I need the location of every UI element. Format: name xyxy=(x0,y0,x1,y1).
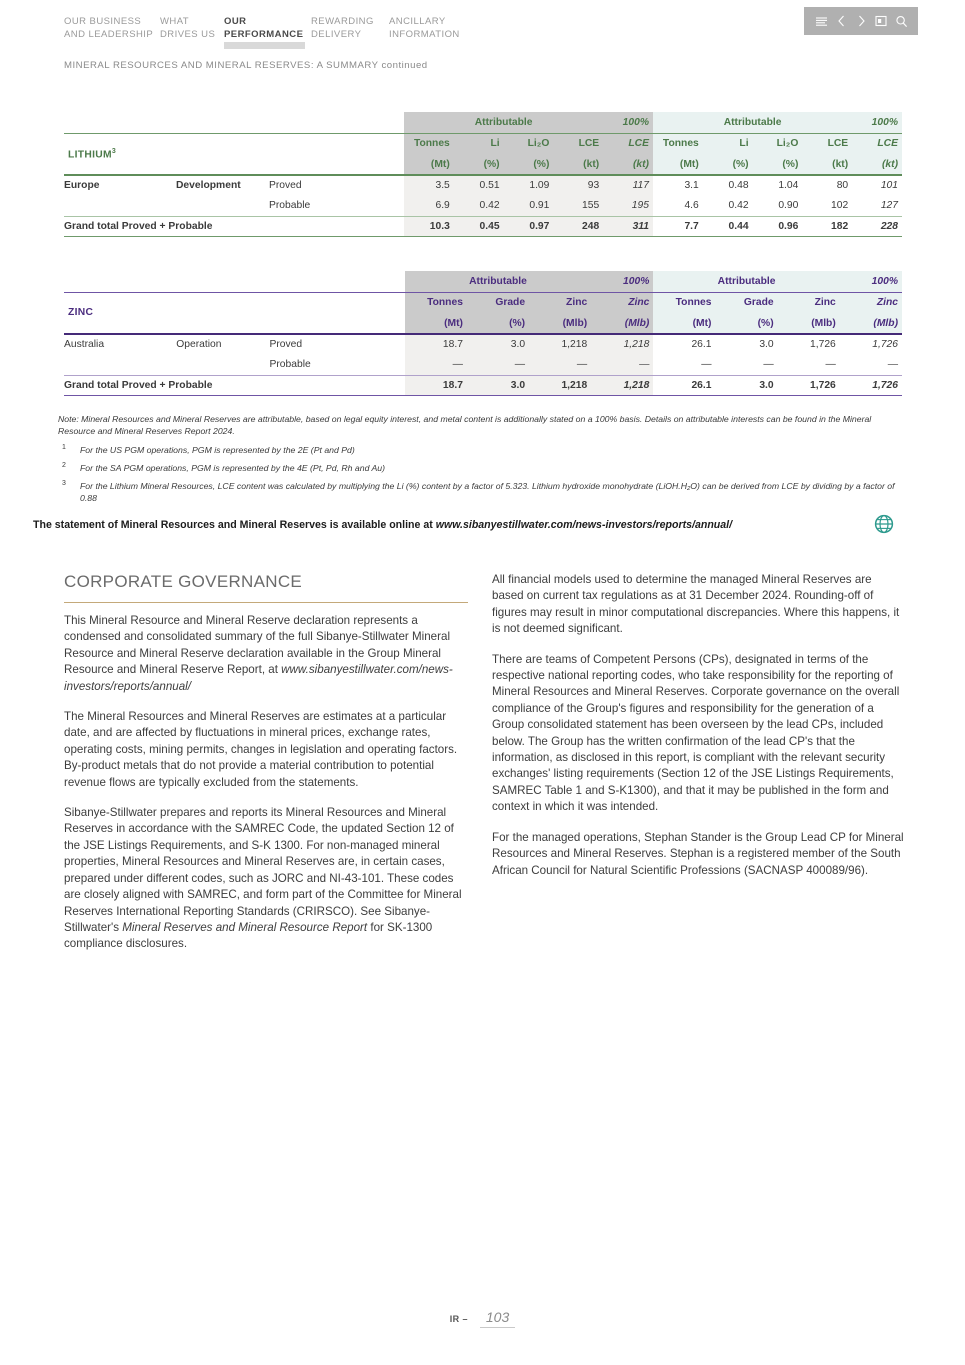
lithium-total-attr-2: 0.97 xyxy=(504,216,554,237)
lithium-col-li2o: Li₂O xyxy=(504,133,554,154)
lithium-total-attr-3: 248 xyxy=(553,216,603,237)
zinc-col-grade: Grade xyxy=(467,292,529,313)
next-page-icon[interactable] xyxy=(853,13,870,30)
page-footer xyxy=(0,1309,965,1328)
zinc-row1-attr-2: — xyxy=(529,355,591,376)
zinc-row1-region xyxy=(64,355,176,376)
zinc-row0-attr-0: 18.7 xyxy=(405,334,467,355)
lithium-attributable-group-label: Attributable xyxy=(404,112,603,133)
lithium-column-header-row xyxy=(64,133,902,154)
zinc-total-hund-0: 26.1 xyxy=(653,375,715,396)
viewer-toolbar xyxy=(804,7,918,35)
lithium-total-attr-0: 10.3 xyxy=(404,216,454,237)
zinc-row0-hund-2: 1,726 xyxy=(778,334,840,355)
lithium-col-lce-b: LCE xyxy=(802,133,852,154)
paragraph-italic-url: www.sibanyestillwater.com/news-investors/reports/annual/ xyxy=(64,663,453,693)
nav-item-ancillary-information[interactable] xyxy=(389,16,479,47)
menu-icon[interactable] xyxy=(813,13,830,30)
zinc-row1-attr-3: — xyxy=(591,355,653,376)
footnote-1-marker: 1 xyxy=(62,444,66,451)
zinc-row1-hund-3: — xyxy=(840,355,902,376)
footnote-1 xyxy=(58,444,913,456)
lithium-row1-hund-4: 127 xyxy=(852,196,902,217)
paragraph: The Mineral Resources and Mineral Reserves are estimates at a particular date, and are affected by fluctuations in mineral prices, exchange rates, operating costs, mining permits, changes in legislation and operating factors. By-product metals that do not provide a material contribution to potential revenue flows are typically excluded from the statements. xyxy=(64,710,458,789)
statement-url-link[interactable]: www.sibanyestillwater.com/news-investors/reports/annual/ xyxy=(435,519,733,531)
lithium-row0-hund-4: 101 xyxy=(852,175,902,196)
lithium-unit-mt-100: (Mt) xyxy=(653,154,703,175)
zinc-section-text: ZINC xyxy=(68,307,94,319)
lithium-row1-attr-0: 6.9 xyxy=(404,196,454,217)
zinc-attributable-group-label: Attributable xyxy=(405,271,591,292)
zinc-unit-mt-100: (Mt) xyxy=(653,313,715,334)
lithium-row1-attr-2: 0.91 xyxy=(504,196,554,217)
lithium-unit-kt-100b: (kt) xyxy=(852,154,902,175)
lithium-row1-hund-0: 4.6 xyxy=(653,196,703,217)
zinc-col-zinc-b: Zinc xyxy=(778,292,840,313)
nav-item-our-performance[interactable] xyxy=(224,16,311,47)
lithium-col-tonnes-100: Tonnes xyxy=(653,133,703,154)
zinc-unit-mlb-b: (Mlb) xyxy=(778,313,840,334)
table-note: Note: Mineral Resources and Mineral Reserves are attributable, based on legal equity interest, and metal content is additionally stated on a 100% basis. Details on attributable interests can be found in the Mineral Resource and Mineral Reserves Report 2024. xyxy=(58,414,872,437)
zinc-col-grade-100: Grade xyxy=(716,292,778,313)
footnote-3 xyxy=(58,480,913,505)
nav-item-label-line2: INFORMATION xyxy=(389,28,460,40)
title-divider xyxy=(64,602,468,603)
lithium-total-label: Grand total Proved + Probable xyxy=(64,216,404,237)
lithium-row0-hund-3: 80 xyxy=(802,175,852,196)
lithium-col-tonnes: Tonnes xyxy=(404,133,454,154)
zinc-row0-attr-1: 3.0 xyxy=(467,334,529,355)
lithium-row1-hund-1: 0.42 xyxy=(703,196,753,217)
zinc-unit-mt: (Mt) xyxy=(405,313,467,334)
zinc-section-label xyxy=(64,292,176,334)
lithium-row0-attr-2: 1.09 xyxy=(504,175,554,196)
footnote-2-text: For the SA PGM operations, PGM is represented by the 4E (Pt, Pd, Rh and Au) xyxy=(80,463,386,473)
footer-label: IR – xyxy=(449,1314,468,1324)
nav-item-label-line2: DRIVES US xyxy=(160,28,216,40)
lithium-row1-attr-3: 155 xyxy=(553,196,603,217)
zinc-total-label: Grand total Proved + Probable xyxy=(64,375,405,396)
table-row xyxy=(64,196,902,217)
page-subtitle: MINERAL RESOURCES AND MINERAL RESERVES: A SUMMARY continued xyxy=(64,60,428,71)
governance-left-column xyxy=(64,613,470,967)
footnote-2-marker: 2 xyxy=(62,462,66,469)
lithium-total-hund-4: 228 xyxy=(852,216,902,237)
zinc-row1-attr-0: — xyxy=(405,355,467,376)
nav-item-label-line1: OUR BUSINESS xyxy=(64,16,142,27)
lithium-row0-attr-4: 117 xyxy=(603,175,653,196)
table-row xyxy=(64,334,902,355)
zinc-row0-type: Operation xyxy=(176,334,269,355)
paragraph xyxy=(64,805,470,953)
lithium-row0-type: Development xyxy=(176,175,269,196)
zinc-row1-hund-2: — xyxy=(778,355,840,376)
paragraph-italic-title: Mineral Reserves and Mineral Resource Report xyxy=(122,920,368,934)
lithium-attributable-group-label-2: Attributable xyxy=(653,112,852,133)
nav-item-label-line2: PERFORMANCE xyxy=(224,28,304,40)
nav-item-rewarding-delivery[interactable] xyxy=(311,16,389,47)
lithium-col-li: Li xyxy=(454,133,504,154)
zinc-attributable-group-label-2: Attributable xyxy=(653,271,839,292)
lithium-row1-category: Probable xyxy=(269,200,311,211)
zinc-row0-category: Proved xyxy=(269,334,404,355)
zinc-total-hund-3: 1,726 xyxy=(840,375,902,396)
statement-lead-text: The statement of Mineral Resources and Mineral Reserves is available online at xyxy=(33,519,436,531)
nav-item-what-drives-us[interactable] xyxy=(160,16,224,47)
zinc-bottom-rule-row xyxy=(64,396,902,398)
zinc-row1-hund-0: — xyxy=(653,355,715,376)
footnote-2 xyxy=(58,462,913,474)
zinc-unit-pct: (%) xyxy=(467,313,529,334)
zinc-col-zinc: Zinc xyxy=(529,292,591,313)
zinc-col-tonnes-100: Tonnes xyxy=(653,292,715,313)
prev-page-icon[interactable] xyxy=(833,13,850,30)
nav-item-label-line2: AND LEADERSHIP xyxy=(64,28,154,40)
nav-item-label-line1: ANCILLARY xyxy=(389,16,446,27)
zinc-column-header-row xyxy=(64,292,902,313)
page-number: 103 xyxy=(480,1309,515,1328)
lithium-col-li-100: Li xyxy=(703,133,753,154)
lithium-row1-type xyxy=(176,196,269,217)
zinc-row1-hund-1: — xyxy=(716,355,778,376)
lithium-row0-attr-3: 93 xyxy=(553,175,603,196)
lithium-row1-attr-1: 0.42 xyxy=(454,196,504,217)
lithium-total-hund-3: 182 xyxy=(802,216,852,237)
zinc-row0-hund-0: 26.1 xyxy=(653,334,715,355)
zinc-row0-hund-1: 3.0 xyxy=(716,334,778,355)
lithium-total-hund-2: 0.96 xyxy=(753,216,803,237)
nav-item-label-line1: OUR xyxy=(224,16,247,27)
paragraph: All financial models used to determine the managed Mineral Reserves are based on current tax regulations as at 31 December 2024. Rounding-off of figures may result in minor computational discrepancies. Where this happens, it is not deemed significant. xyxy=(492,573,900,636)
lithium-hundred-group-label: 100% xyxy=(603,112,653,133)
lithium-section-label xyxy=(64,133,176,175)
lithium-section-superscript: 3 xyxy=(111,147,117,155)
zinc-hundred-group-label-2: 100% xyxy=(840,271,902,292)
lithium-hundred-group-label-2: 100% xyxy=(852,112,902,133)
page-view-icon[interactable] xyxy=(873,13,890,30)
lithium-row1-region xyxy=(64,196,176,217)
lithium-bottom-rule-row xyxy=(64,237,902,239)
lithium-section-text: LITHIUM xyxy=(68,148,112,160)
paragraph xyxy=(64,613,470,695)
zinc-unit-pct-100: (%) xyxy=(716,313,778,334)
nav-item-label-line1: WHAT xyxy=(160,16,190,27)
lithium-row0-attr-1: 0.51 xyxy=(454,175,504,196)
footnote-3-text: For the Lithium Mineral Resources, LCE content was calculated by multiplying the Li (%) content by a factor of 5.323. Lithium hydroxide monohydrate (LiOH.H₂O) can be derived from LCE by dividing by a factor of 0.88 xyxy=(80,481,895,504)
lithium-row1-hund-2: 0.90 xyxy=(753,196,803,217)
lithium-total-hund-1: 0.44 xyxy=(703,216,753,237)
footnote-3-marker: 3 xyxy=(62,480,66,487)
lithium-row0-attr-0: 3.5 xyxy=(404,175,454,196)
paragraph-text: Sibanye-Stillwater prepares and reports its Mineral Resources and Mineral Reserves in accordance with the SAMREC Code, the updated Section 12 of the JSE Listings Requirements, and S-K 1300. For non-managed mineral properties, Mineral Resources and Mineral Reserves are, in certain cases, prepared under different codes, such as JORC and NI-43-101. These codes are closely aligned with SAMREC, and form part of the Committee for Mineral Reserves International Reporting Standards (CRIRSCO). See Sibanye-Stillwater's xyxy=(64,806,462,934)
nav-item-label-line2: DELIVERY xyxy=(311,28,362,40)
paragraph: There are teams of Competent Persons (CPs), designated in terms of the respective national reporting codes, who take responsibility for the reporting of Mineral Resources and Mineral Reserves. Corporate governance on the overall compliance of the Group's figures and responsibility for the generation of a Group consolidated statement has been overseen by the lead CPs, included below. The Group has the written confirmation of the lead CP's that the information, as disclosed in this report, is compliant with the relevant security exchanges' listing requirements (Section 12 of the JSE Listings Requirements, SAMREC Table 1 and S-K1300), and that it may be published in the form and context in which it was intended. xyxy=(492,652,900,814)
globe-icon[interactable] xyxy=(873,513,895,535)
lithium-total-attr-4: 311 xyxy=(603,216,653,237)
zinc-total-attr-1: 3.0 xyxy=(467,375,529,396)
zinc-total-hund-2: 1,726 xyxy=(778,375,840,396)
zinc-row0-region: Australia xyxy=(64,334,176,355)
zinc-row0-attr-3: 1,218 xyxy=(591,334,653,355)
table-row xyxy=(64,175,902,196)
lithium-col-li2o-100: Li₂O xyxy=(753,133,803,154)
table-row xyxy=(64,355,902,376)
lithium-table xyxy=(64,112,902,239)
zinc-unit-mlb: (Mlb) xyxy=(529,313,591,334)
zinc-unit-mlb-100: (Mlb) xyxy=(591,313,653,334)
zinc-total-attr-0: 18.7 xyxy=(405,375,467,396)
zinc-hundred-group-label: 100% xyxy=(591,271,653,292)
paragraph: For the managed operations, Stephan Stander is the Group Lead CP for Mineral Resources and Mineral Reserves. Stephan is a registered member of the South African Council for Natural Scientific Professions (SACNASP 400089/96). xyxy=(492,830,904,877)
zinc-col-zinc-100b: Zinc xyxy=(840,292,902,313)
governance-right-column xyxy=(492,572,904,893)
primary-navigation xyxy=(64,16,479,47)
lithium-unit-kt-b: (kt) xyxy=(802,154,852,175)
nav-item-our-business-and-leadership[interactable] xyxy=(64,16,160,47)
zinc-total-attr-2: 1,218 xyxy=(529,375,591,396)
lithium-row0-hund-1: 0.48 xyxy=(703,175,753,196)
lithium-row1-attr-4: 195 xyxy=(603,196,653,217)
lithium-unit-pct-100: (%) xyxy=(703,154,753,175)
search-icon[interactable] xyxy=(893,13,910,30)
statement-line xyxy=(33,519,913,531)
lithium-unit-mt: (Mt) xyxy=(404,154,454,175)
lithium-row1-hund-3: 102 xyxy=(802,196,852,217)
lithium-unit-kt: (kt) xyxy=(553,154,603,175)
nav-item-label-line1: REWARDING xyxy=(311,16,374,27)
zinc-row1-category: Probable xyxy=(269,359,311,370)
paragraph-text: This Mineral Resource and Mineral Reserve declaration represents a condensed and consolidated summary of the full Sibanye-Stillwater Mineral Resource and Mineral Reserve declaration available in the Group Mineral Resource and Mineral Reserve Report, at xyxy=(64,614,451,677)
lithium-total-attr-1: 0.45 xyxy=(454,216,504,237)
zinc-unit-mlb-100b: (Mlb) xyxy=(840,313,902,334)
zinc-col-zinc-100: Zinc xyxy=(591,292,653,313)
paragraph-text-after: for SK-1300 compliance disclosures. xyxy=(64,920,433,951)
zinc-table xyxy=(64,271,902,398)
lithium-group-header-row xyxy=(64,112,902,133)
lithium-total-hund-0: 7.7 xyxy=(653,216,703,237)
lithium-row0-category: Proved xyxy=(269,175,404,196)
zinc-row0-attr-2: 1,218 xyxy=(529,334,591,355)
zinc-total-row xyxy=(64,375,902,396)
zinc-total-hund-1: 3.0 xyxy=(716,375,778,396)
lithium-col-lce-100b: LCE xyxy=(852,133,902,154)
lithium-unit-pct2: (%) xyxy=(504,154,554,175)
lithium-col-lce-100: LCE xyxy=(603,133,653,154)
zinc-row1-attr-1: — xyxy=(467,355,529,376)
zinc-total-attr-3: 1,218 xyxy=(591,375,653,396)
lithium-row0-region: Europe xyxy=(64,175,176,196)
footnote-1-text: For the US PGM operations, PGM is represented by the 2E (Pt and Pd) xyxy=(80,445,355,455)
zinc-col-tonnes: Tonnes xyxy=(405,292,467,313)
zinc-row1-type xyxy=(176,355,269,376)
lithium-row0-hund-0: 3.1 xyxy=(653,175,703,196)
zinc-group-header-row xyxy=(64,271,902,292)
lithium-unit-kt-100: (kt) xyxy=(603,154,653,175)
page-title: CORPORATE GOVERNANCE xyxy=(64,572,303,591)
lithium-row0-hund-2: 1.04 xyxy=(753,175,803,196)
lithium-unit-pct: (%) xyxy=(454,154,504,175)
zinc-row0-hund-3: 1,726 xyxy=(840,334,902,355)
lithium-unit-pct2-100: (%) xyxy=(753,154,803,175)
lithium-col-lce: LCE xyxy=(553,133,603,154)
lithium-total-row xyxy=(64,216,902,237)
